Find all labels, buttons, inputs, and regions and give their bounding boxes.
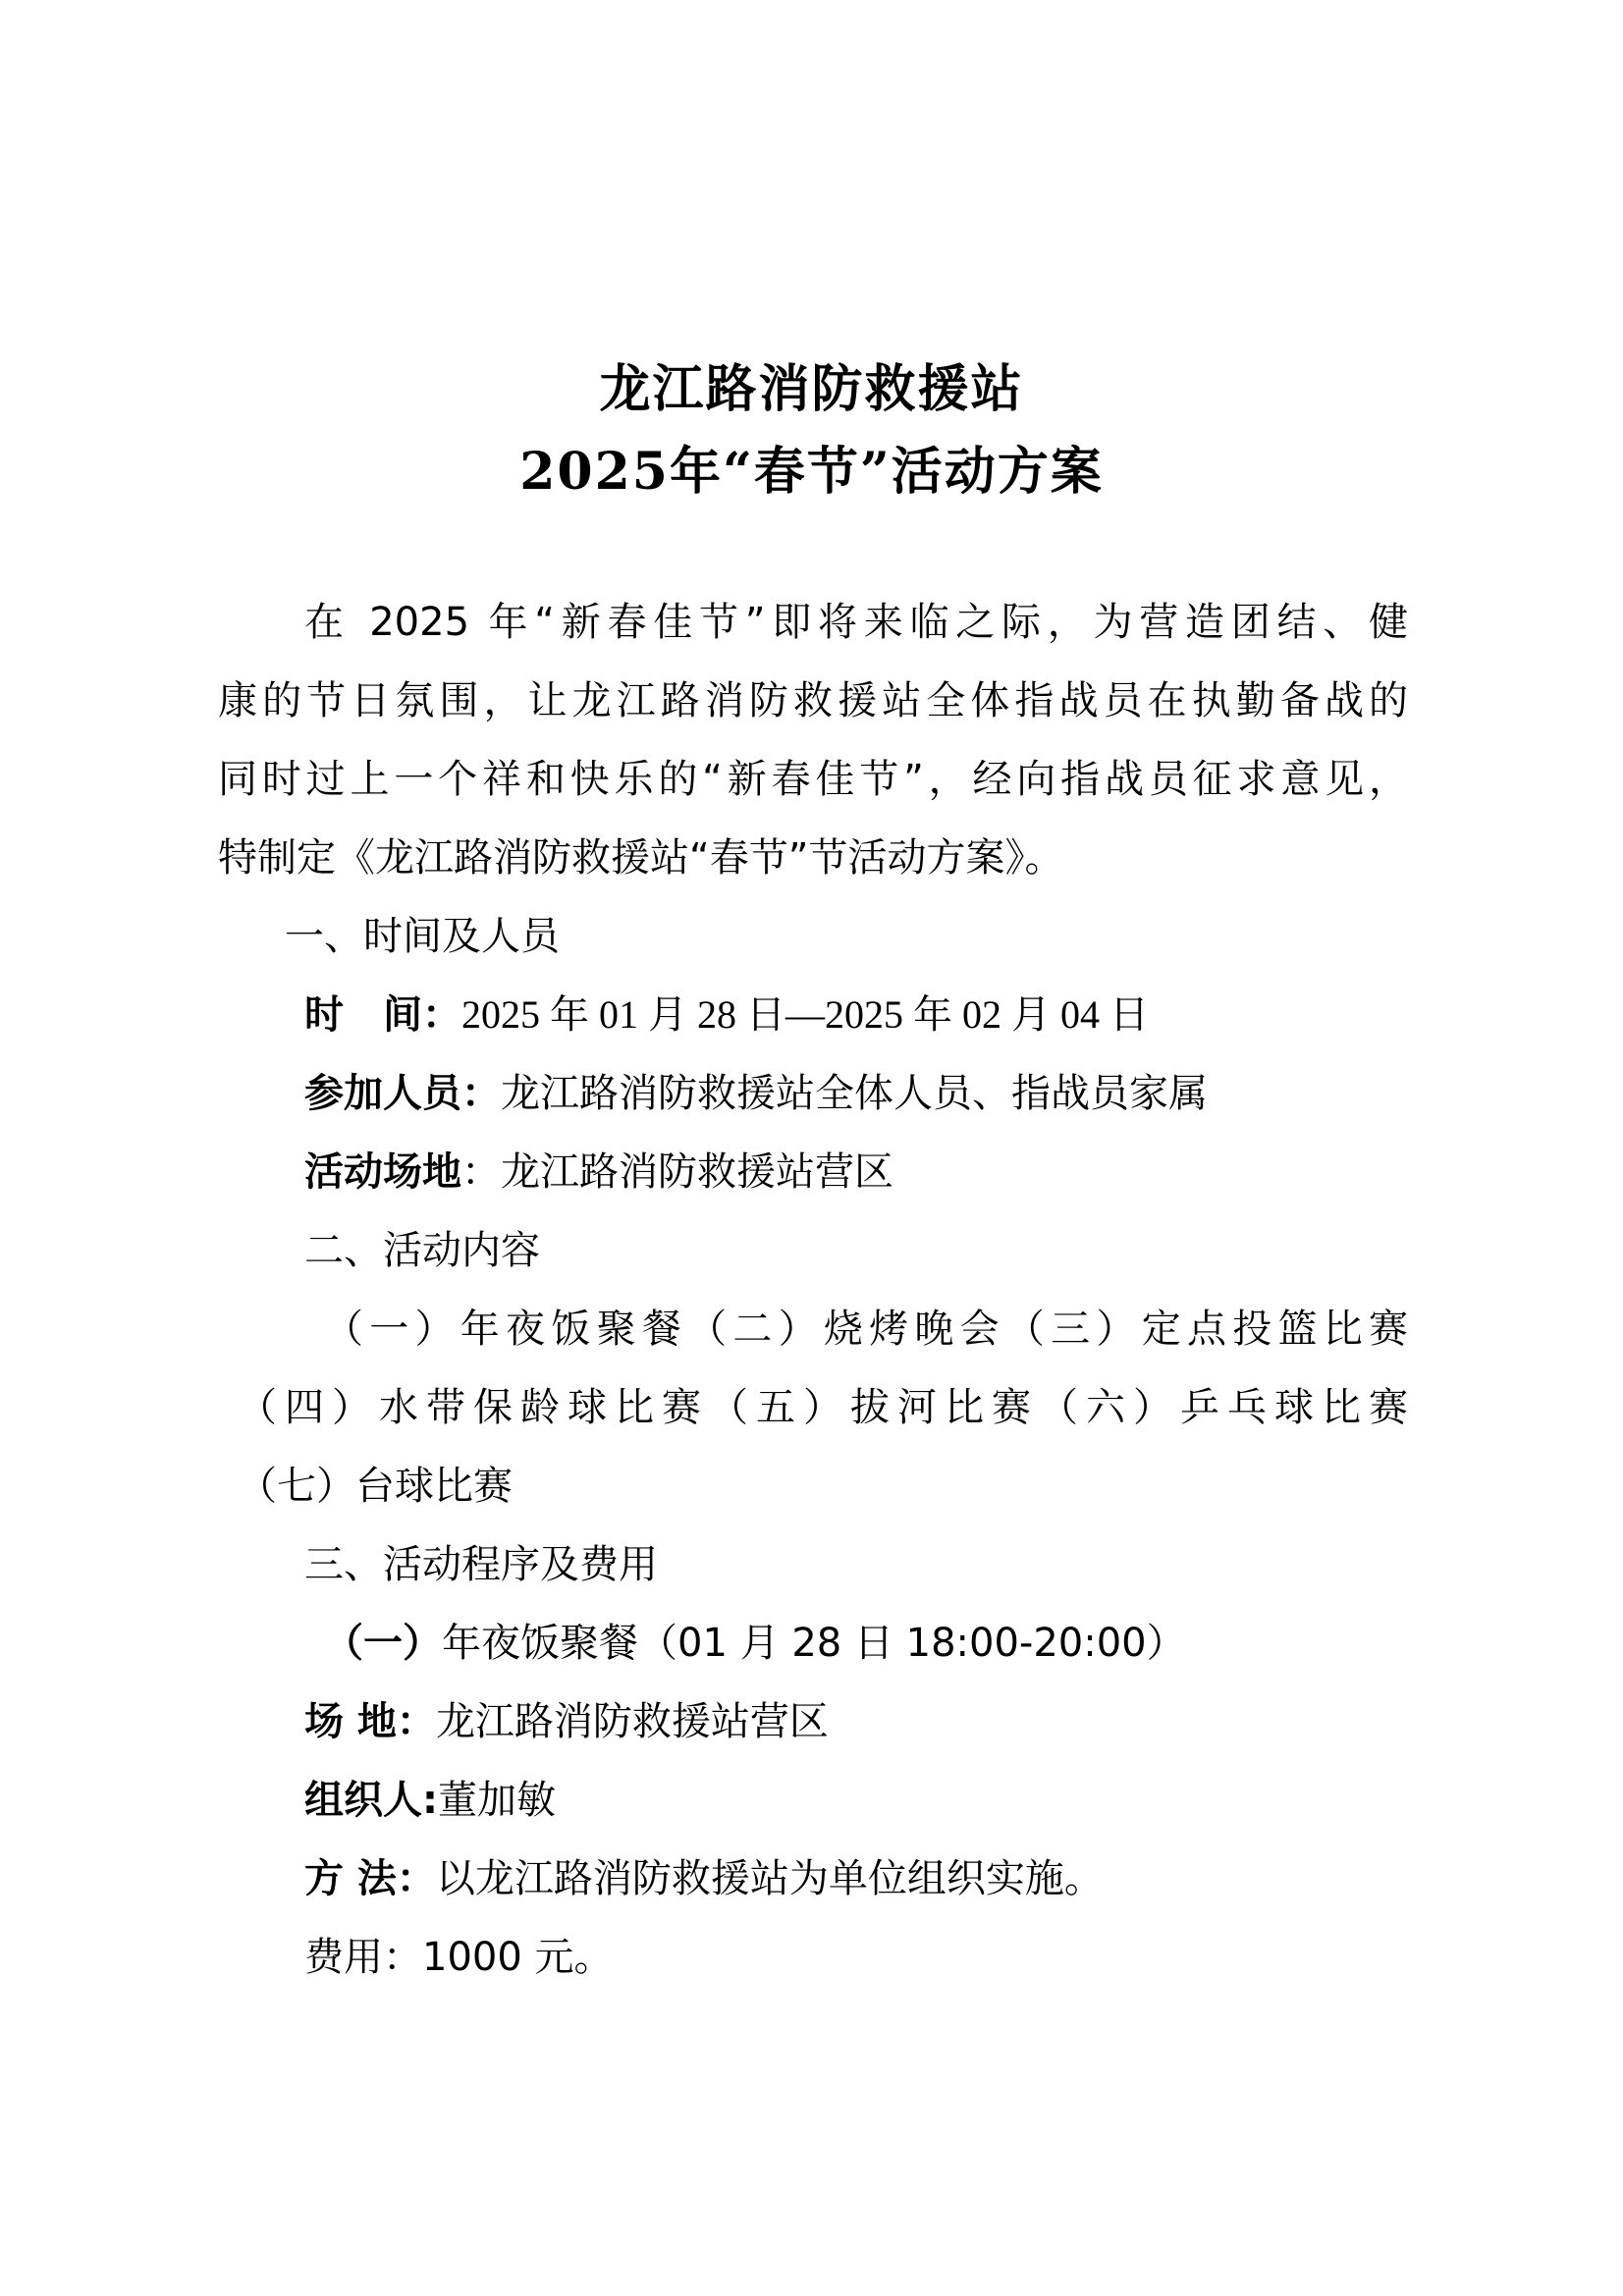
time-label: 时 间： [304, 992, 461, 1038]
activities-line-1: （一）年夜饭聚餐（二）烧烤晚会（三）定点投篮比赛 [324, 1307, 1408, 1352]
section3-heading: 三、活动程序及费用 [304, 1542, 658, 1587]
program-venue-row [304, 1694, 829, 1749]
method-row [304, 1851, 1104, 1906]
organizer-label: 组织人: [304, 1778, 438, 1823]
activities-line-2: （四）水带保龄球比赛（五）拔河比赛（六）乒乓球比赛 [238, 1385, 1408, 1430]
participants-label: 参加人员： [304, 1071, 501, 1116]
cost-row [304, 1930, 614, 1985]
document-title-line2: 2025年“春节”活动方案 [519, 442, 1104, 502]
organizer-row [304, 1773, 556, 1828]
program-venue-label: 场 地： [304, 1699, 436, 1744]
section2-heading: 二、活动内容 [304, 1228, 540, 1273]
time-row [304, 988, 1149, 1042]
venue-row [304, 1145, 893, 1200]
program-item1-label: （一） [324, 1621, 442, 1666]
intro-line-4: 特制定《龙江路消防救援站“春节”节活动方案》。 [218, 835, 1064, 881]
time-value: 2025 年 01 月 28 日—2025 年 02 月 04 日 [461, 992, 1149, 1037]
cost-label: 费用： [304, 1935, 422, 1980]
venue-value: 龙江路消防救援站营区 [501, 1149, 893, 1195]
participants-row [304, 1066, 1208, 1121]
intro-line-1: 在 2025 年“新春佳节”即将来临之际，为营造团结、健 [304, 600, 1408, 645]
section1-heading: 一、时间及人员 [285, 914, 560, 959]
participants-value: 龙江路消防救援站全体人员、指战员家属 [501, 1071, 1208, 1116]
program-item1-title: 年夜饭聚餐（01 月 28 日 18:00-20:00） [442, 1621, 1186, 1666]
document-title-line1: 龙江路消防救援站 [599, 359, 1024, 419]
venue-label: 活动场地 [304, 1149, 461, 1195]
venue-colon: ： [461, 1149, 501, 1195]
cost-value: 1000 元。 [422, 1935, 614, 1980]
organizer-value: 董加敏 [438, 1778, 556, 1823]
activities-line-3: （七）台球比赛 [238, 1464, 513, 1509]
intro-line-2: 康的节日氛围，让龙江路消防救援站全体指战员在执勤备战的 [218, 678, 1408, 723]
program-item1-row [324, 1616, 1186, 1671]
program-venue-value: 龙江路消防救援站营区 [435, 1699, 829, 1744]
method-value: 以龙江路消防救援站为单位组织实施。 [435, 1856, 1104, 1901]
method-label: 方 法： [304, 1856, 436, 1901]
intro-line-3: 同时过上一个祥和快乐的“新春佳节”，经向指战员征求意见， [218, 757, 1408, 802]
